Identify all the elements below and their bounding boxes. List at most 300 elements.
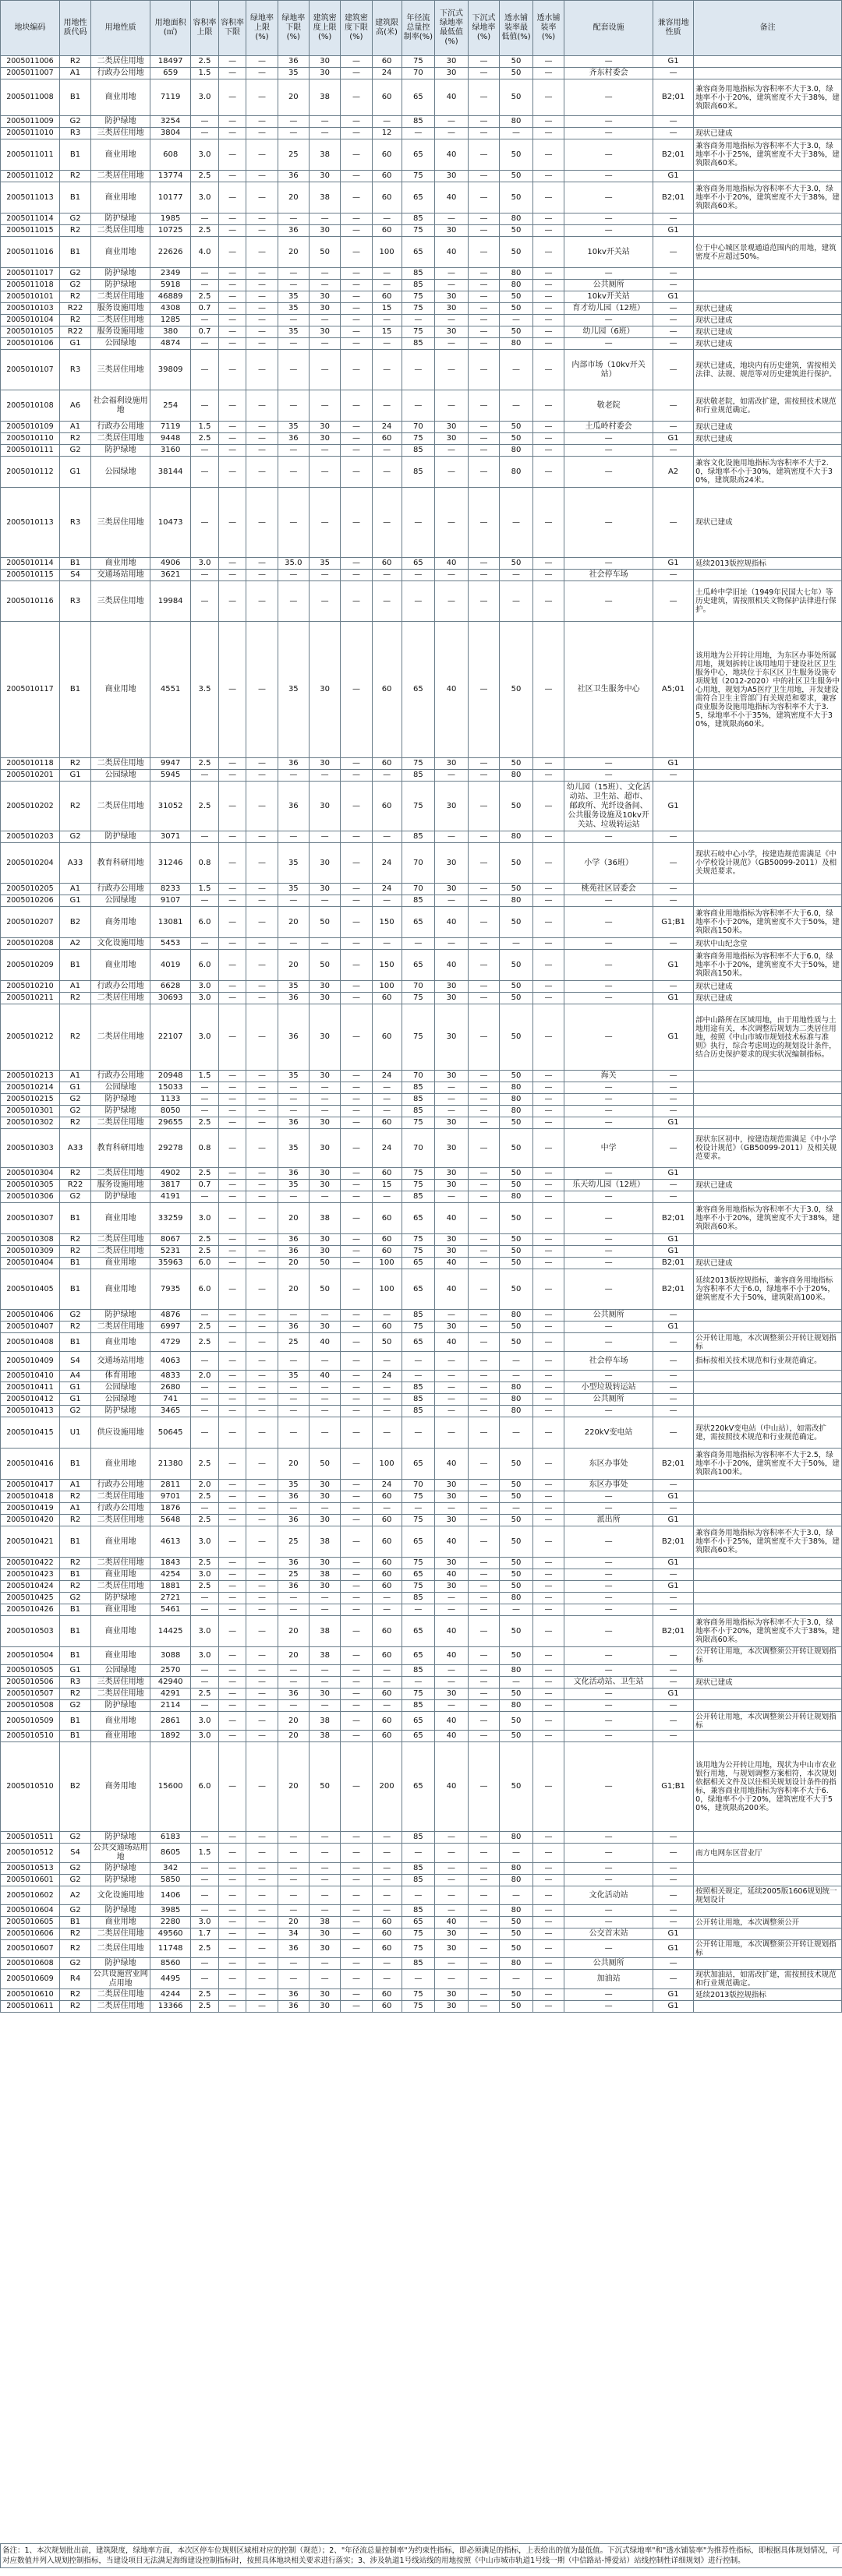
table-cell: 40 [435,1616,469,1647]
table-cell: R2 [59,782,90,831]
table-cell: G2 [59,1875,90,1886]
table-cell: 防护绿地 [91,1863,150,1875]
table-cell: — [341,1258,372,1269]
table-cell: 1892 [150,1731,191,1742]
table-cell: — [278,831,309,843]
table-cell: — [218,303,246,315]
table-cell: R2 [59,56,90,68]
table-cell: — [468,315,499,326]
table-cell: 2721 [150,1593,191,1604]
table-cell: — [564,1875,653,1886]
table-cell: 22107 [150,1004,191,1071]
table-cell: 2.5 [191,1449,219,1480]
table-cell: G1 [653,1928,694,1940]
table-cell: — [468,1569,499,1581]
table-cell: 30 [309,326,340,338]
table-cell: — [564,1371,653,1382]
table-cell: — [435,1905,469,1917]
table-cell: 30 [309,758,340,770]
table-cell: — [564,225,653,237]
table-cell: 南方电网东区营业厅 [694,1844,842,1863]
table-cell: — [532,1832,564,1844]
table-cell: 二类居住用地 [91,782,150,831]
table-cell: 小型垃圾转运站 [564,1382,653,1394]
table-cell: 现状加油站，如需改扩建，需按照技术规范和行业规范确定。 [694,1970,842,1989]
table-row [1,895,842,907]
table-cell: 50 [500,758,533,770]
table-cell: 4551 [150,622,191,758]
table-cell: 现状已建成 [694,993,842,1004]
table-cell: — [653,268,694,280]
table-cell: 商业用地 [91,950,150,981]
table-cell: 60 [372,1917,402,1928]
table-cell: 30 [435,68,469,79]
table-cell: 4191 [150,1191,191,1203]
table-cell: — [246,1406,278,1417]
table-cell: 30 [309,1480,340,1491]
table-cell: — [218,1417,246,1449]
table-cell: B2;01 [653,1258,694,1269]
table-cell: — [402,315,435,326]
table-cell: 2005010306 [1,1191,60,1203]
table-cell: 行政办公用地 [91,68,150,79]
table-row [1,1844,842,1863]
table-cell: A2 [59,1886,90,1905]
table-cell: 4244 [150,1989,191,2001]
table-cell: — [532,1406,564,1417]
table-cell: 24 [372,843,402,884]
table-cell: 65 [402,558,435,570]
table-cell: 70 [402,1480,435,1491]
table-cell: — [341,1071,372,1082]
table-cell: 50 [500,1203,533,1234]
table-cell: 2.5 [191,1558,219,1569]
table-cell: 40 [435,1917,469,1928]
table-cell: 80 [500,116,533,128]
table-cell: — [218,1117,246,1129]
table-cell: 2005010305 [1,1180,60,1191]
table-cell: 30 [309,1581,340,1593]
table-cell: — [653,1569,694,1581]
table-cell: 65 [402,622,435,758]
table-cell: 85 [402,1665,435,1677]
table-cell: 15 [372,326,402,338]
table-cell: 30 [309,1989,340,2001]
table-cell: 二类居住用地 [91,1168,150,1180]
table-cell: — [372,350,402,390]
table-cell: — [218,213,246,225]
table-cell: 50 [500,56,533,68]
table-cell: 2005010606 [1,1928,60,1940]
table-cell: — [653,770,694,782]
table-cell: 80 [500,1905,533,1917]
table-cell: — [532,1886,564,1905]
table-cell: 10kv开关站 [564,237,653,268]
table-cell: 35 [278,884,309,895]
table-cell: 二类居住用地 [91,1558,150,1569]
table-cell: — [218,128,246,139]
table-cell: — [218,558,246,570]
table-cell: 按照相关规定，延续2005版1606规划统一规划设计 [694,1886,842,1905]
table-cell: 2005010407 [1,1322,60,1333]
table-cell: 31246 [150,843,191,884]
table-cell: — [218,1310,246,1322]
table-cell: 35 [278,622,309,758]
table-row [1,1082,842,1094]
table-cell: — [341,884,372,895]
table-cell: 60 [372,1940,402,1958]
table-cell: R2 [59,1246,90,1258]
table-cell: — [653,128,694,139]
table-cell: — [468,303,499,315]
table-cell: — [246,1191,278,1203]
table-cell: — [218,2001,246,2013]
table-cell: — [341,1129,372,1168]
table-cell: 75 [402,171,435,182]
table-cell: 29278 [150,1129,191,1168]
table-cell: — [653,1863,694,1875]
table-cell: — [372,1082,402,1094]
table-cell: — [653,1106,694,1117]
table-cell: 40 [435,1647,469,1665]
table-cell: 30 [435,225,469,237]
table-cell: 2005011016 [1,237,60,268]
table-cell: 二类居住用地 [91,171,150,182]
table-cell: — [341,116,372,128]
table-cell: 6997 [150,1322,191,1333]
table-cell: G1 [653,291,694,303]
table-cell: 2005011011 [1,139,60,171]
table-cell: 2005010421 [1,1526,60,1558]
table-cell: — [564,1269,653,1310]
table-cell: — [532,558,564,570]
table-row [1,1203,842,1234]
table-cell: 65 [402,1449,435,1480]
table-cell [694,1246,842,1258]
table-cell: — [532,1863,564,1875]
table-cell: R3 [59,350,90,390]
table-cell: 三类居住用地 [91,581,150,622]
table-cell: 公园绿地 [91,895,150,907]
table-cell: 30 [435,1322,469,1333]
table-cell: — [564,1689,653,1700]
table-cell: — [191,1832,219,1844]
table-cell: — [653,213,694,225]
table-cell: — [435,1394,469,1406]
column-header: 建筑密度上限(%) [309,1,340,56]
table-cell: — [218,433,246,445]
table-cell: 85 [402,1082,435,1094]
table-cell: 2005010424 [1,1581,60,1593]
table-cell: 50 [500,182,533,213]
table-cell: 公开转让用地，本次调整须公开转让规划指标 [694,1333,842,1352]
table-cell: — [218,56,246,68]
table-cell: — [500,488,533,558]
table-cell: — [435,1094,469,1106]
table-cell [694,570,842,581]
table-cell: 2005010416 [1,1449,60,1480]
table-cell: 30693 [150,993,191,1004]
table-cell: — [468,1689,499,1700]
table-cell: 85 [402,1394,435,1406]
table-cell: G1 [653,950,694,981]
table-cell: 31052 [150,782,191,831]
table-cell: 80 [500,770,533,782]
table-cell: — [402,1970,435,1989]
table-cell: 65 [402,1647,435,1665]
table-cell: 60 [372,1731,402,1742]
table-cell: — [341,1417,372,1449]
table-cell: — [564,1333,653,1352]
table-row [1,457,842,488]
table-cell: — [246,1616,278,1647]
table-cell: 5850 [150,1875,191,1886]
table-cell [694,782,842,831]
table-cell: — [278,895,309,907]
table-cell: 11748 [150,1940,191,1958]
table-cell: — [309,895,340,907]
table-cell: — [372,1352,402,1371]
table-cell: 7119 [150,422,191,433]
table-cell: 商业用地 [91,1258,150,1269]
table-cell: — [372,1406,402,1417]
table-cell: 30 [309,2001,340,2013]
table-cell: — [500,1677,533,1689]
table-cell: — [532,139,564,171]
table-cell: — [435,1593,469,1604]
table-cell: — [468,843,499,884]
table-row [1,390,842,422]
table-cell: — [191,1352,219,1371]
table-cell: 30 [435,782,469,831]
table-cell: 小学（36班） [564,843,653,884]
table-cell: — [653,1844,694,1863]
table-cell: 2.5 [191,758,219,770]
table-cell: — [341,843,372,884]
table-cell: 2.5 [191,1940,219,1958]
table-cell: — [246,1928,278,1940]
table-cell: G1 [653,993,694,1004]
table-cell: 2005010503 [1,1616,60,1647]
table-cell: 商业用地 [91,1917,150,1928]
table-cell: — [191,1863,219,1875]
table-cell: — [435,213,469,225]
table-cell: — [564,315,653,326]
table-cell: 防护绿地 [91,1700,150,1712]
table-row [1,128,842,139]
table-cell: 50 [500,1558,533,1569]
table-cell [694,1875,842,1886]
table-cell: — [532,884,564,895]
table-cell: — [246,570,278,581]
table-cell: 50 [500,1689,533,1700]
table-cell: 80 [500,1832,533,1844]
table-cell [694,1581,842,1593]
table-cell: — [468,558,499,570]
table-cell: 30 [309,225,340,237]
table-cell: 2005010607 [1,1940,60,1958]
table-cell: — [402,570,435,581]
table-cell: 二类居住用地 [91,1117,150,1129]
table-cell: 80 [500,831,533,843]
table-cell: 3985 [150,1905,191,1917]
table-cell: 10725 [150,225,191,237]
table-cell: A1 [59,1480,90,1491]
table-cell: — [246,457,278,488]
table-cell: 2005011006 [1,56,60,68]
table-cell: 2005010605 [1,1917,60,1928]
table-cell [694,1569,842,1581]
table-cell: 兼容商务用地指标为容积率不大于6.0，绿地率不小于20%，建筑密度不大于50%，建筑限高150米。 [694,950,842,981]
table-cell: 35 [278,326,309,338]
table-cell: — [468,280,499,291]
table-cell: 兼容商务用地指标为容积率不大于2.5，绿地率不小于20%，建筑密度不大于50%，建筑限高100米。 [694,1449,842,1480]
table-cell: 35 [278,303,309,315]
table-cell: 40 [435,1569,469,1581]
table-cell: 30 [435,884,469,895]
table-cell: 防护绿地 [91,116,150,128]
table-cell: 60 [372,171,402,182]
table-cell: — [500,1886,533,1905]
table-cell: B1 [59,1647,90,1665]
table-cell: 29655 [150,1117,191,1129]
table-row [1,558,842,570]
table-cell: 2114 [150,1700,191,1712]
table-cell: — [564,1258,653,1269]
table-cell: — [372,1604,402,1616]
table-cell: 659 [150,68,191,79]
table-cell: 40 [435,1712,469,1731]
table-cell: — [564,758,653,770]
table-cell: — [532,1310,564,1322]
table-cell: 2.5 [191,782,219,831]
table-cell: 商业用地 [91,79,150,116]
table-cell: — [500,1970,533,1989]
table-cell: — [218,79,246,116]
table-cell: 20 [278,1712,309,1731]
table-cell: — [309,1503,340,1515]
table-cell: G2 [59,1700,90,1712]
table-cell: — [218,268,246,280]
table-cell: — [435,1665,469,1677]
table-cell: — [218,1928,246,1940]
table-cell: — [435,457,469,488]
table-cell: 30 [309,303,340,315]
table-cell: 85 [402,1832,435,1844]
table-cell: 2005011009 [1,116,60,128]
table-cell: 3.0 [191,1526,219,1558]
table-cell: — [532,350,564,390]
table-cell: 50 [500,1071,533,1082]
table-cell: 36 [278,433,309,445]
table-cell: — [532,950,564,981]
table-cell: 30 [435,291,469,303]
table-cell: — [191,1665,219,1677]
table-cell: 40 [435,79,469,116]
table-cell: A1 [59,981,90,993]
table-cell: — [564,1863,653,1875]
table-cell: 85 [402,1958,435,1970]
table-cell: — [468,1071,499,1082]
table-cell: 社会福利设施用地 [91,390,150,422]
table-cell: 30 [309,1928,340,1940]
table-cell: 75 [402,225,435,237]
table-cell: — [564,1082,653,1094]
table-cell: 防护绿地 [91,280,150,291]
table-cell: — [435,1406,469,1417]
table-cell: — [402,581,435,622]
table-cell: — [278,1863,309,1875]
table-cell: — [468,116,499,128]
table-cell: — [218,1180,246,1191]
table-cell: — [564,1604,653,1616]
table-cell: 85 [402,831,435,843]
table-cell: 2005010513 [1,1863,60,1875]
table-cell [694,1371,842,1382]
table-cell: G1 [59,1665,90,1677]
table-row [1,171,842,182]
table-cell: — [218,831,246,843]
table-cell: — [191,570,219,581]
table-cell: 2005011012 [1,171,60,182]
table-cell: — [309,1905,340,1917]
table-cell: — [468,570,499,581]
table-cell: 10177 [150,182,191,213]
table-cell: 2005011015 [1,225,60,237]
column-header: 容积率下限 [218,1,246,56]
table-cell: — [191,1970,219,1989]
table-cell: 60 [372,56,402,68]
table-cell: — [246,213,278,225]
table-cell: 75 [402,326,435,338]
table-cell: 10kv开关站 [564,291,653,303]
table-cell: — [341,56,372,68]
table-cell: R2 [59,1581,90,1593]
table-cell: — [468,981,499,993]
table-cell: — [246,1581,278,1593]
table-cell: 50 [309,237,340,268]
table-cell: 75 [402,1515,435,1526]
table-cell: 50 [500,1491,533,1503]
table-cell: 40 [435,622,469,758]
table-cell: 社会停车场 [564,1352,653,1371]
table-cell: 65 [402,1616,435,1647]
table-cell: 70 [402,1129,435,1168]
table-cell: 75 [402,1928,435,1940]
table-row [1,581,842,622]
table-cell: — [653,1094,694,1106]
table-cell: 商业用地 [91,1269,150,1310]
table-cell: 2005010604 [1,1905,60,1917]
table-cell: 1406 [150,1886,191,1905]
table-cell: 30 [309,843,340,884]
table-cell: 42940 [150,1677,191,1689]
table-cell: — [468,1394,499,1406]
table-cell: — [532,622,564,758]
table-cell: — [218,1106,246,1117]
table-cell: 100 [372,981,402,993]
table-cell: G1 [59,1082,90,1094]
table-cell: — [564,2001,653,2013]
table-cell: — [532,1371,564,1382]
table-cell: — [278,1417,309,1449]
table-cell: — [372,1665,402,1677]
table-cell: G1 [653,56,694,68]
table-row [1,139,842,171]
table-cell: 幼儿园（15班）、文化活动站、卫生站、超市、邮政所、光纤设备间、公共服务设施及10kv开关站、垃圾转运站 [564,782,653,831]
table-cell: — [532,907,564,938]
table-cell: — [191,390,219,422]
